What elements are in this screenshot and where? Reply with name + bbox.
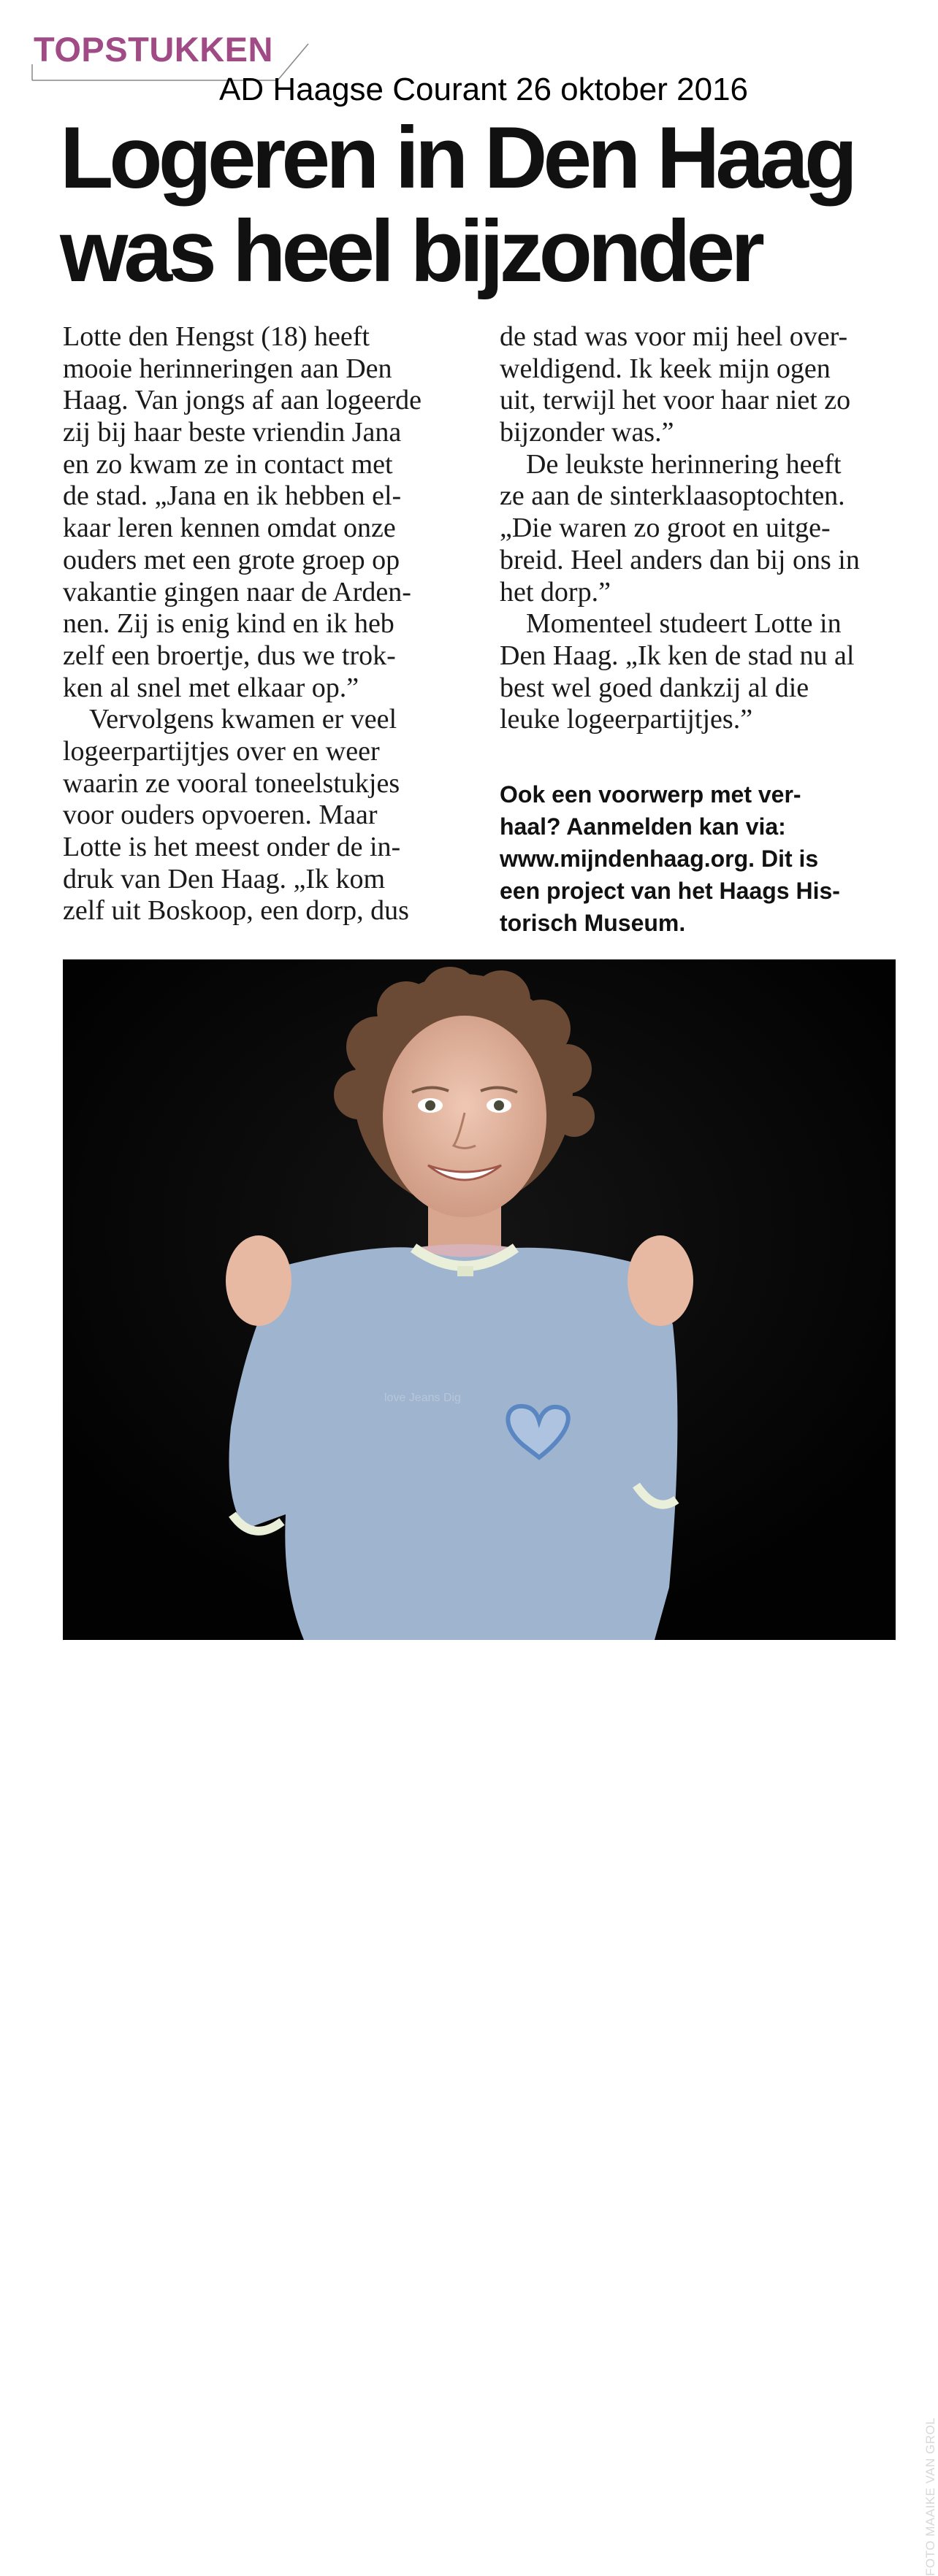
section-tag-label: TOPSTUKKEN xyxy=(34,30,273,69)
portrait-illustration xyxy=(63,959,896,1640)
text-line: mooie herinneringen aan Den xyxy=(63,353,392,384)
article-column-left xyxy=(63,321,479,927)
text-line: „Die waren zo groot en uitge- xyxy=(500,513,831,544)
text-line: nen. Zij is enig kind en ik heb xyxy=(63,608,394,640)
text-line: de stad was voor mij heel over- xyxy=(500,321,848,352)
photo-credit: FOTO MAAIKE VAN GROL xyxy=(923,2417,937,2576)
text-line: zelf uit Boskoop, een dorp, dus xyxy=(63,895,409,927)
text-line: Momenteel studeert Lotte in xyxy=(526,608,842,640)
text-line: Lotte den Hengst (18) heeft xyxy=(63,321,370,352)
source-caption: AD Haagse Courant 26 oktober 2016 xyxy=(219,72,749,107)
callout-line: haal? Aanmelden kan via: xyxy=(500,813,786,840)
text-line: uit, terwijl het voor haar niet zo xyxy=(500,385,851,416)
text-line: en zo kwam ze in contact met xyxy=(63,448,393,480)
callout-line: een project van het Haags His- xyxy=(500,878,840,904)
text-line: Den Haag. „Ik ken de stad nu al xyxy=(500,640,855,671)
text-line: bijzonder was.” xyxy=(500,417,674,448)
text-line: Haag. Van jongs af aan logeerde xyxy=(63,385,422,416)
text-line: best wel goed dankzij al die xyxy=(500,672,809,703)
headline-line-1: Logeren in Den Haag xyxy=(60,109,854,207)
call-to-action-box xyxy=(500,778,909,939)
text-line: Lotte is het meest onder de in- xyxy=(63,832,401,862)
text-line: ze aan de sinterklaasoptochten. xyxy=(500,480,845,512)
text-line: vakantie gingen naar de Arden- xyxy=(63,576,411,607)
callout-line: www.mijndenhaag.org. Dit is xyxy=(500,846,819,872)
text-line: breid. Heel anders dan bij ons in xyxy=(500,544,860,575)
callout-line: torisch Museum. xyxy=(500,910,686,936)
text-line: zelf een broertje, dus we trok- xyxy=(63,640,396,671)
text-line: Vervolgens kwamen er veel xyxy=(89,704,397,735)
text-line: leuke logeerpartijtjes.” xyxy=(500,704,753,735)
text-line: ouders met een grote groep op xyxy=(63,544,400,575)
text-line: ken al snel met elkaar op.” xyxy=(63,672,359,703)
text-line: druk van Den Haag. „Ik kom xyxy=(63,863,386,894)
text-line: weldigend. Ik keek mijn ogen xyxy=(500,353,831,384)
svg-text:love Jeans Dig: love Jeans Dig xyxy=(384,1392,461,1404)
callout-line: Ook een voorwerp met ver- xyxy=(500,781,801,808)
t-shirt xyxy=(229,1247,678,1640)
headline xyxy=(60,111,893,298)
text-line: logeerpartijtjes over en weer xyxy=(63,735,380,767)
headline-line-2: was heel bijzonder xyxy=(60,202,760,300)
article-column-right xyxy=(500,321,909,736)
text-line: zij bij haar beste vriendin Jana xyxy=(63,417,402,448)
portrait-photo xyxy=(63,959,937,2576)
text-line: de stad. „Jana en ik hebben el- xyxy=(63,480,402,512)
text-line: kaar leren kennen omdat onze xyxy=(63,513,396,544)
text-line: voor ouders opvoeren. Maar xyxy=(63,800,378,831)
text-line: het dorp.” xyxy=(500,576,611,607)
text-line: De leukste herinnering heeft xyxy=(526,448,842,480)
text-line: waarin ze vooral toneelstukjes xyxy=(63,767,400,799)
